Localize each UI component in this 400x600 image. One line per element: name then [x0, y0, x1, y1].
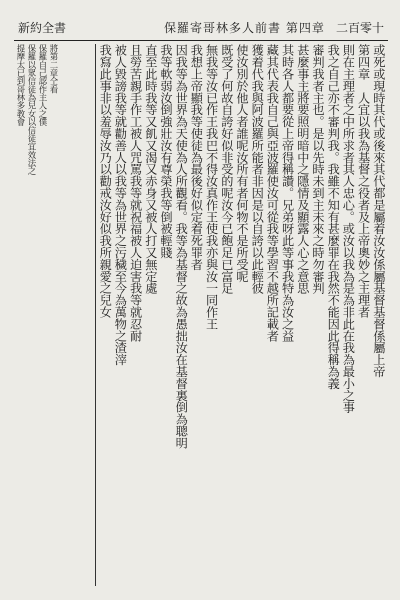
chapter-title: 保羅寄哥林多人前書 第四章	[164, 21, 325, 35]
main-text-column: 其時各人都要從上帝得稱讚。兄弟呀此等事我特為汝之益	[280, 44, 295, 342]
notes-divider	[95, 44, 96, 586]
margin-note-column: 保羅自己認作主人之僕	[38, 44, 48, 126]
book-title: 新約全書	[18, 21, 67, 35]
main-text-column: 或死或現時其代或後來其代都是屬着汝汝係屬基督基督係屬上帝	[371, 44, 386, 378]
main-text-column: 既受了何故自誇好似非受的呢汝今已飽足已富足	[219, 44, 234, 294]
main-text-column: 甚麼事主將要照明暗中之隱情及顯露人心之意思	[295, 44, 310, 294]
main-text-column: 我之自己亦不審判我。我雖不知有甚麼罪在我然不能因此得稱為義	[326, 44, 341, 390]
margin-note-column: 提摩太已到哥林多教會	[16, 44, 26, 126]
page-header	[14, 16, 388, 41]
margin-note-column: 將第二章仝看	[49, 44, 59, 94]
main-text-column: 藏其代表我自己與亞波羅使汝可從我等學習不越所記載者	[265, 44, 280, 342]
main-text-column: 且勞苦親手作工被人咒罵我等就祝福被人迫害我等就忍耐	[128, 44, 143, 342]
main-text-column: 我寫此事非以羞辱汝乃以勸戒汝好似我所親愛之兒女	[98, 44, 113, 318]
book-page	[14, 16, 388, 586]
main-text-column: 被人毀謗我等就勸善人以我等為世界之污穢至今為萬物之渣滓	[113, 44, 128, 366]
main-text-column: 使汝別於他人者誰呢汝所有者何物不是所受呢	[235, 44, 249, 283]
main-text-column: 審判我者主也。是以先時未到主未來之時勿審判	[311, 44, 325, 294]
main-text-column: 第四章 人宜以我為基督之役者及上帝奧妙之主理者	[356, 44, 371, 318]
main-text-column: 我等軟弱汝倒強壯汝有尊榮我等倒被輕賤	[159, 44, 173, 259]
main-text-column: 因我等為世界為天使為人所觀看。我等為基督之故為愚拙汝在基督裏倒為聰明	[174, 44, 189, 449]
main-text-column: 無我等汝已作王我巴不得汝真作王使我亦與汝一同作王	[204, 44, 219, 330]
text-body	[14, 44, 388, 586]
main-text-column: 直至此時我等又飢又渴又赤身又被人打又無定處	[143, 44, 158, 294]
main-text-column: 獲着代我與阿波羅所能者非因是以自誇以此輕彼	[250, 44, 265, 294]
page-number: 二百零十	[335, 21, 384, 35]
main-text-column: 則在主理者之中所求者其人忠心。或汝以我為是為非此在我為最小之事	[341, 44, 356, 413]
main-text-column: 我想上帝顯我等使徒為最後好似定着死罪者	[189, 44, 204, 271]
margin-note-column: 保羅以眾信徒為兒女以信徒宜效法之	[27, 44, 37, 176]
